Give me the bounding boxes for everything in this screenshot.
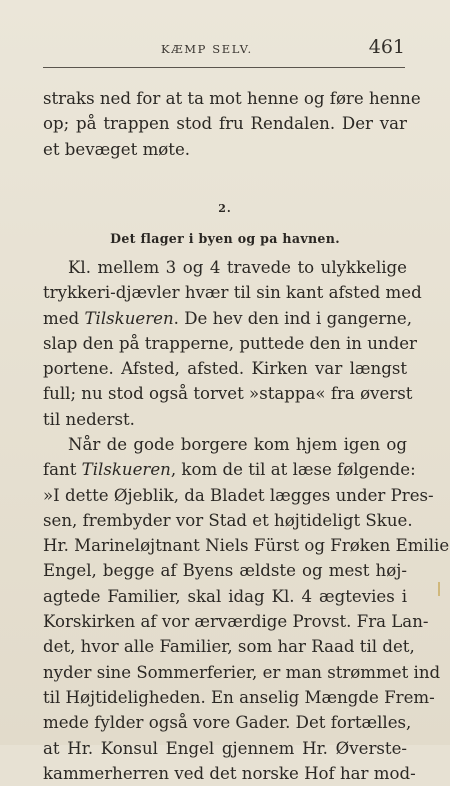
- text-line: agtede Familier, skal idag Kl. 4 ægtevies i: [43, 586, 407, 606]
- text-line: sen, frembyder vor Stad et højtideligt Skue.: [43, 510, 413, 530]
- text-line: Når de gode borgere kom hjem igen og: [68, 435, 407, 454]
- text-line: straks ned for at ta mot henne og føre henne: [43, 89, 421, 108]
- newspaper-title: Tilskueren: [84, 308, 174, 328]
- text-line: til Højtideligheden. En anselig Mængde Frem-: [43, 687, 435, 707]
- newspaper-title: Tilskueren: [81, 460, 171, 480]
- text-line: »I dette Øjeblik, da Bladet lægges under Pres-: [43, 485, 434, 505]
- text-line: portene. Afsted, afsted. Kirken var længst: [43, 359, 407, 379]
- page-header: [43, 36, 405, 66]
- text-line: op; på trappen stod fru Rendalen. Der var: [43, 114, 407, 134]
- text-line: Hr. Marineløjtnant Niels Fürst og Frøken Emilie: [43, 536, 450, 556]
- text-line: at Hr. Konsul Engel gjennem Hr. Øverste-: [43, 738, 407, 758]
- text-line: Engel, begge af Byens ældste og mest høj-: [43, 561, 407, 581]
- running-title: KÆMP SELV.: [161, 42, 253, 56]
- paragraph-2: [43, 432, 450, 786]
- section-heading: Det flager i byen og pa havnen.: [110, 231, 340, 246]
- text-line: det, hvor alle Familier, som har Raad til det,: [43, 637, 415, 657]
- text-line: fant Tilskueren, kom de til at læse følgende:: [43, 460, 416, 480]
- section-number: 2.: [218, 202, 232, 215]
- text-line: kammerherren ved det norske Hof har mod-: [43, 763, 416, 783]
- page-stain-mark: [438, 582, 440, 596]
- text-line: trykkeri-djævler hvær til sin kant afsted med: [43, 283, 422, 303]
- text-line: slap den på trapperne, puttede den in under: [43, 333, 417, 353]
- text-line: til nederst.: [43, 409, 135, 429]
- opening-text: [43, 86, 421, 162]
- text-line: nyder sine Sommerferier, er man strømmet ind: [43, 662, 441, 682]
- paragraph-1: [43, 255, 422, 432]
- page-number: 461: [368, 36, 405, 58]
- text-line: med Tilskueren. De hev den ind i gangerne,: [43, 308, 412, 328]
- header-rule: [43, 67, 405, 68]
- text-line: Kl. mellem 3 og 4 travede to ulykkelige: [68, 258, 407, 277]
- text-line: et bevæget møte.: [43, 139, 191, 159]
- text-line: full; nu stod også torvet »stappa« fra øverst: [43, 384, 413, 404]
- text-line: mede fylder også vore Gader. Det fortælles,: [43, 713, 412, 733]
- text-line: Korskirken af vor ærværdige Provst. Fra Lan-: [43, 612, 429, 632]
